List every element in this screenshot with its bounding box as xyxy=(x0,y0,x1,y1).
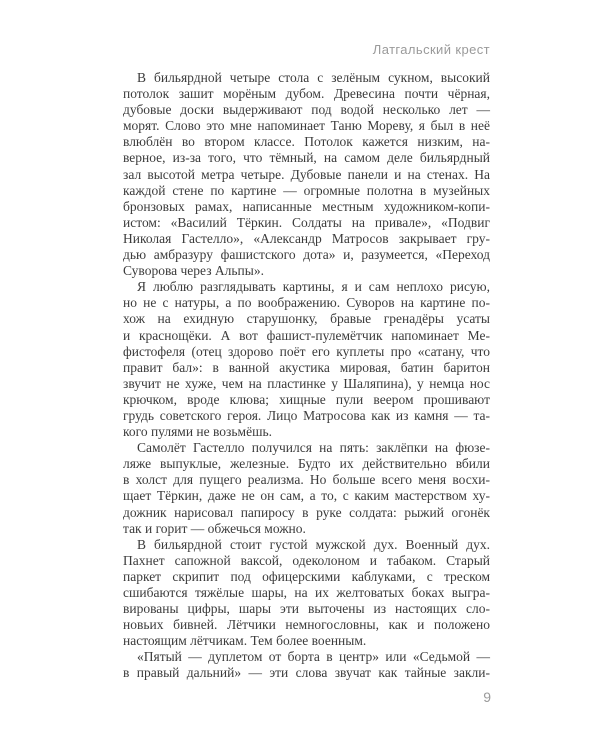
text-line: хож на ехидную старушонку, бравые гренадёры усаты xyxy=(123,311,490,327)
paragraph xyxy=(123,440,490,537)
text-line: фистофеля (отец здорово поёт его куплеты про «сатану, что xyxy=(123,343,490,359)
page-number: 9 xyxy=(483,689,491,705)
text-line: кого пулями не возьмёшь. xyxy=(123,424,272,440)
running-header: Латгальский крест xyxy=(372,42,490,57)
text-line: и краснощёки. А вот фашист-пулемётчик напоминает Ме- xyxy=(123,327,490,343)
text-line: крючком, вроде клюва; хищные пули веером прошивают xyxy=(123,391,490,407)
text-line: В бильярдной стоит густой мужской дух. Военный дух. xyxy=(137,536,490,552)
text-line: правит бал»: в ванной акустика мировая, батин баритон xyxy=(123,359,490,375)
text-line: звучит не хуже, чем на пластинке у Шаляпина), у немца нос xyxy=(123,375,490,391)
text-line: грудь советского героя. Лицо Матросова как из камня — та- xyxy=(123,407,490,423)
text-line: но не с натуры, а по воображению. Суворов на картине по- xyxy=(123,295,490,311)
paragraph xyxy=(123,279,490,440)
text-line: сшибаются тяжёлые шары, на их желтоватых боках выгра- xyxy=(123,585,490,600)
text-line: Николая Гастелло», «Александр Матросов закрывает гру- xyxy=(123,230,490,246)
text-line: Пахнет сапожной ваксой, одеколоном и табаком. Старый xyxy=(123,552,490,568)
text-line: влюблён во втором классе. Потолок кажется низким, на- xyxy=(123,134,490,150)
text-line: В бильярдной четыре стола с зелёным сукном, высокий xyxy=(137,70,490,85)
text-line: зал высотой метра четыре. Дубовые панели и на стенах. На xyxy=(123,166,490,182)
text-line: дожник нарисовал папиросу в руке солдата: рыжий огонёк xyxy=(123,504,490,520)
paragraph xyxy=(123,649,490,681)
text-line: в холст для пущего реализма. Но больше всего меня восхи- xyxy=(123,472,490,488)
text-line: настоящим лётчикам. Тем более военным. xyxy=(123,633,367,649)
text-line: верное, из-за того, что тёмный, на самом деле бильярдный xyxy=(123,150,490,166)
text-line: паркет скрипит под офицерскими каблуками, с треском xyxy=(123,568,490,584)
text-line: «Пятый — дуплетом от борта в центр» или «Седьмой — xyxy=(137,649,490,665)
text-line: каждой стене по картине — огромные полотна в музейных xyxy=(123,182,490,198)
text-line: Самолёт Гастелло получился на пять: заклёпки на фюзе- xyxy=(137,440,490,456)
text-line: щает Тёркин, даже не он сам, а то, с каким мастерством ху- xyxy=(123,488,490,504)
text-line: так и горит — обжечься можно. xyxy=(123,520,306,536)
text-line: бронзовых рамах, написанные местным художником-копи- xyxy=(123,198,490,214)
text-line: истом: «Василий Тёркин. Солдаты на привале», «Подвиг xyxy=(123,214,490,230)
paragraph xyxy=(123,537,490,650)
text-line: Суворова через Альпы». xyxy=(123,263,264,279)
text-line: в правый дальний» — эти слова звучат как тайные закли- xyxy=(123,665,490,681)
text-line: вированы цифры, шары эти выточены из настоящих сло- xyxy=(123,601,490,617)
text-line: Я люблю разглядывать картины, я и сам неплохо рисую, xyxy=(137,279,490,295)
text-line: морят. Слово это мне напоминает Таню Мореву, я был в неё xyxy=(123,118,490,134)
text-line: потолок зашит морёным дубом. Древесина почти чёрная, xyxy=(123,86,490,102)
text-line: новьих бивней. Лётчики немногословны, как и положено xyxy=(123,617,490,633)
paragraph xyxy=(123,70,490,279)
text-line: дью амбразуру фашистского дота» и, разумеется, «Переход xyxy=(123,247,490,263)
text-block xyxy=(123,70,490,682)
text-line: дубовые доски выдерживают под водой несколько лет — xyxy=(123,102,490,118)
text-line: ляже выпуклые, железные. Будто их действительно вбили xyxy=(123,456,490,472)
